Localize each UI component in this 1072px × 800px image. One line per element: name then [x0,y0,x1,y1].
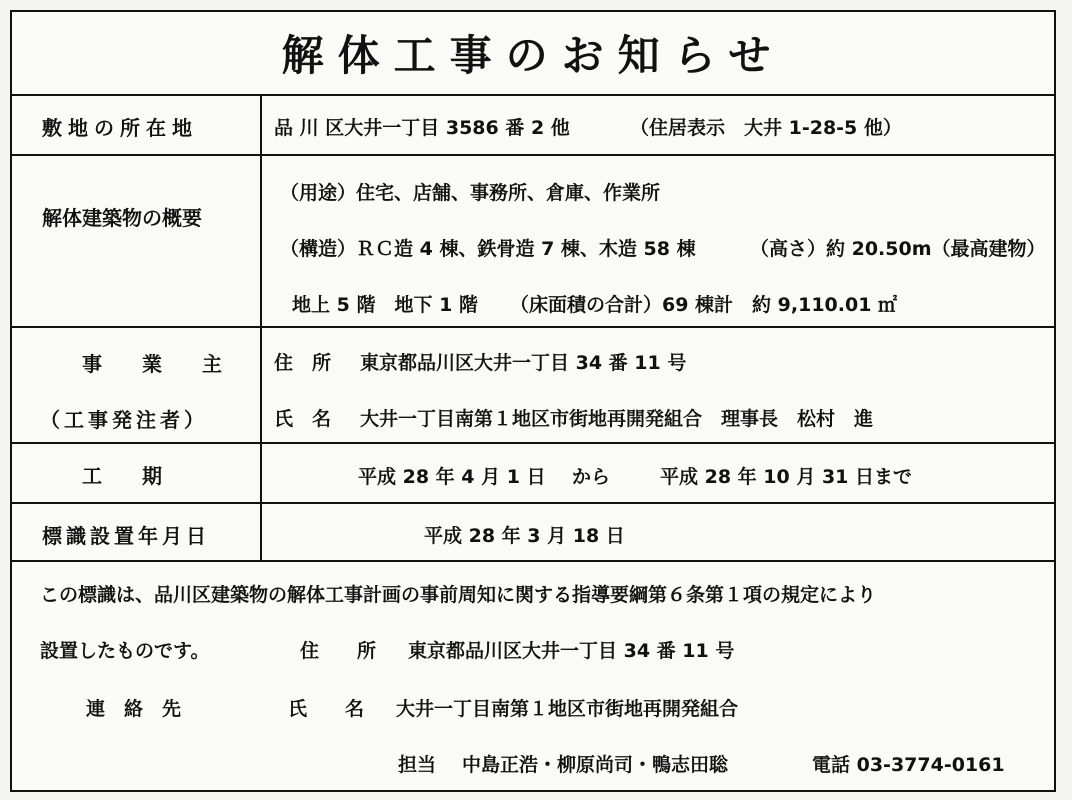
owner-name-label: 氏 名 [274,408,332,430]
notice-sign [10,10,1056,792]
site-address: 品 川 区大井一丁目 3586 番 2 他 [274,117,570,139]
owner-label: 事 業 主 [82,352,222,376]
period-start: 平成 28 年 4 月 1 日 [358,466,546,488]
site-label: 敷地の所在地 [42,116,198,140]
period-row [12,444,1054,504]
owner-address-label: 住 所 [274,352,332,374]
footer-line-2: 設置したものです。 [40,640,210,662]
building-structure: （構造）ＲＣ造 4 棟、鉄骨造 7 棟、木造 58 棟 [280,238,696,260]
period-label-cell [12,444,262,502]
site-row [12,96,1054,156]
building-row [12,156,1054,328]
footer-line-1: この標識は、品川区建築物の解体工事計画の事前周知に関する指導要綱第６条第１項の規定により [40,584,877,606]
footer-contact-label: 連 絡 先 [86,698,182,720]
footer-phone: 電話 03-3774-0161 [812,754,1005,776]
footer-address: 東京都品川区大井一丁目 34 番 11 号 [408,640,735,662]
footer-staff: 中島正浩・柳原尚司・鴨志田聡 [462,754,729,776]
period-from: から [572,466,611,488]
posted-row [12,504,1054,562]
footer-name-label: 氏 名 [288,698,365,720]
sign-title: 解体工事のお知らせ [12,12,1054,96]
posted-label-cell [12,504,262,560]
owner-address: 東京都品川区大井一丁目 34 番 11 号 [360,352,687,374]
building-use: （用途）住宅、店舗、事務所、倉庫、作業所 [280,182,661,204]
period-label: 工 期 [82,464,162,488]
site-residential-address: （住居表示 大井 1-28-5 他） [630,117,902,139]
site-label-cell [12,96,262,154]
building-label: 解体建築物の概要 [42,206,202,230]
owner-name: 大井一丁目南第１地区市街地再開発組合 理事長 松村 進 [360,408,874,430]
owner-sublabel: （工事発注者） [40,408,208,432]
building-floor-area: （床面積の合計）69 棟計 約 9,110.01 ㎡ [510,294,898,316]
owner-label-cell [12,328,262,442]
footer-name: 大井一丁目南第１地区市街地再開発組合 [396,698,739,720]
posted-date: 平成 28 年 3 月 18 日 [424,525,625,547]
building-label-cell [12,156,262,326]
building-floors: 地上 5 階 地下 1 階 [292,294,478,316]
owner-row [12,328,1054,444]
posted-label: 標識設置年月日 [42,524,210,548]
period-end: 平成 28 年 10 月 31 日まで [660,466,913,488]
footer-address-label: 住 所 [300,640,377,662]
footer-staff-label: 担当 [398,754,437,776]
building-height: （高さ）約 20.50m（最高建物） [750,238,1046,260]
